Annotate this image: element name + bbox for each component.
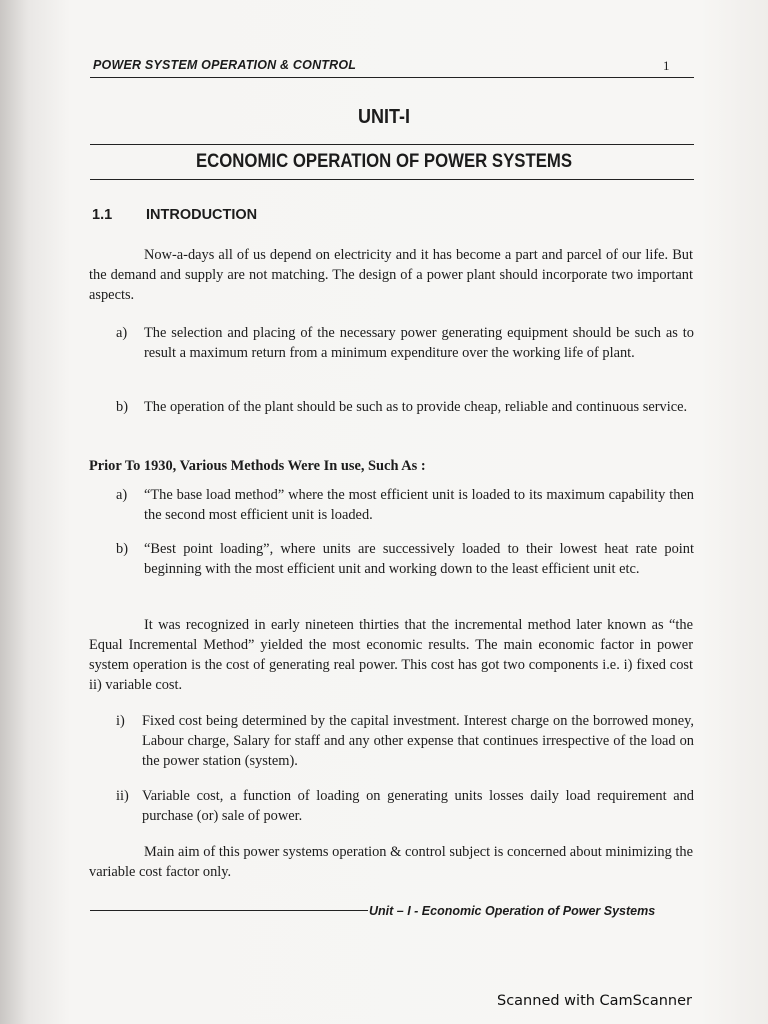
- method-item-b: [116, 539, 694, 579]
- footer-rule: [90, 910, 368, 911]
- aspect-marker: b): [116, 399, 128, 415]
- aspect-marker: a): [116, 325, 128, 341]
- method-marker: b): [116, 541, 128, 557]
- section-title: INTRODUCTION: [146, 207, 258, 223]
- methods-heading: Prior To 1930, Various Methods Were In use, Such As :: [89, 458, 426, 474]
- main-aim-paragraph: Main aim of this power systems operation & control subject is concerned about minimizing the variable cost factor only.: [89, 844, 693, 880]
- aspect-text: The operation of the plant should be such as to provide cheap, reliable and continuous service.: [144, 399, 688, 415]
- cost-item-variable: [116, 786, 694, 826]
- footer-text: Unit – I - Economic Operation of Power Systems: [369, 904, 656, 918]
- recognized-paragraph: It was recognized in early nineteen thirties that the incremental method later known as “the Equal Incremental Method” yielded the most economic results. The main economic factor in power system operation is the cost of generating real power. This cost has got two components i.e. i) fixed cost ii) variable cost.: [89, 617, 693, 693]
- method-item-a: [116, 485, 694, 525]
- header-rule: [90, 77, 694, 78]
- cost-text: Fixed cost being determined by the capital investment. Interest charge on the borrowed money, Labour charge, Salary for staff and any other expense that continues irrespective of the load on the power station (system).: [142, 713, 694, 769]
- aspect-item-a: [116, 323, 694, 363]
- aspect-text: The selection and placing of the necessary power generating equipment should be such as to result a maximum return from a minimum expenditure over the working life of plant.: [144, 325, 694, 361]
- cost-marker: i): [116, 713, 125, 729]
- title-rule-bottom: [90, 179, 694, 180]
- chapter-title: ECONOMIC OPERATION OF POWER SYSTEMS: [195, 150, 573, 172]
- title-rule-top: [90, 144, 694, 145]
- section-number: 1.1: [92, 207, 113, 223]
- page-number: 1: [663, 58, 670, 73]
- method-text: “The base load method” where the most efficient unit is loaded to its maximum capability then the second most efficient unit is loaded.: [144, 487, 694, 523]
- cost-marker: ii): [116, 788, 129, 804]
- unit-label: UNIT-I: [357, 106, 411, 128]
- cost-item-fixed: [116, 711, 694, 771]
- scanner-watermark: Scanned with CamScanner: [497, 993, 693, 1009]
- aspect-item-b: [116, 397, 694, 417]
- intro-paragraph: Now-a-days all of us depend on electricity and it has become a part and parcel of our life. But the demand and supply are not matching. The design of a power plant should incorporate two important aspects.: [89, 247, 693, 303]
- running-header-title: POWER SYSTEM OPERATION & CONTROL: [93, 58, 357, 72]
- method-marker: a): [116, 487, 128, 503]
- method-text: “Best point loading”, where units are successively loaded to their lowest heat rate point beginning with the most efficient unit and working down to the least efficient unit etc.: [144, 541, 694, 577]
- cost-text: Variable cost, a function of loading on generating units losses daily load requirement and purchase (or) sale of power.: [142, 788, 694, 824]
